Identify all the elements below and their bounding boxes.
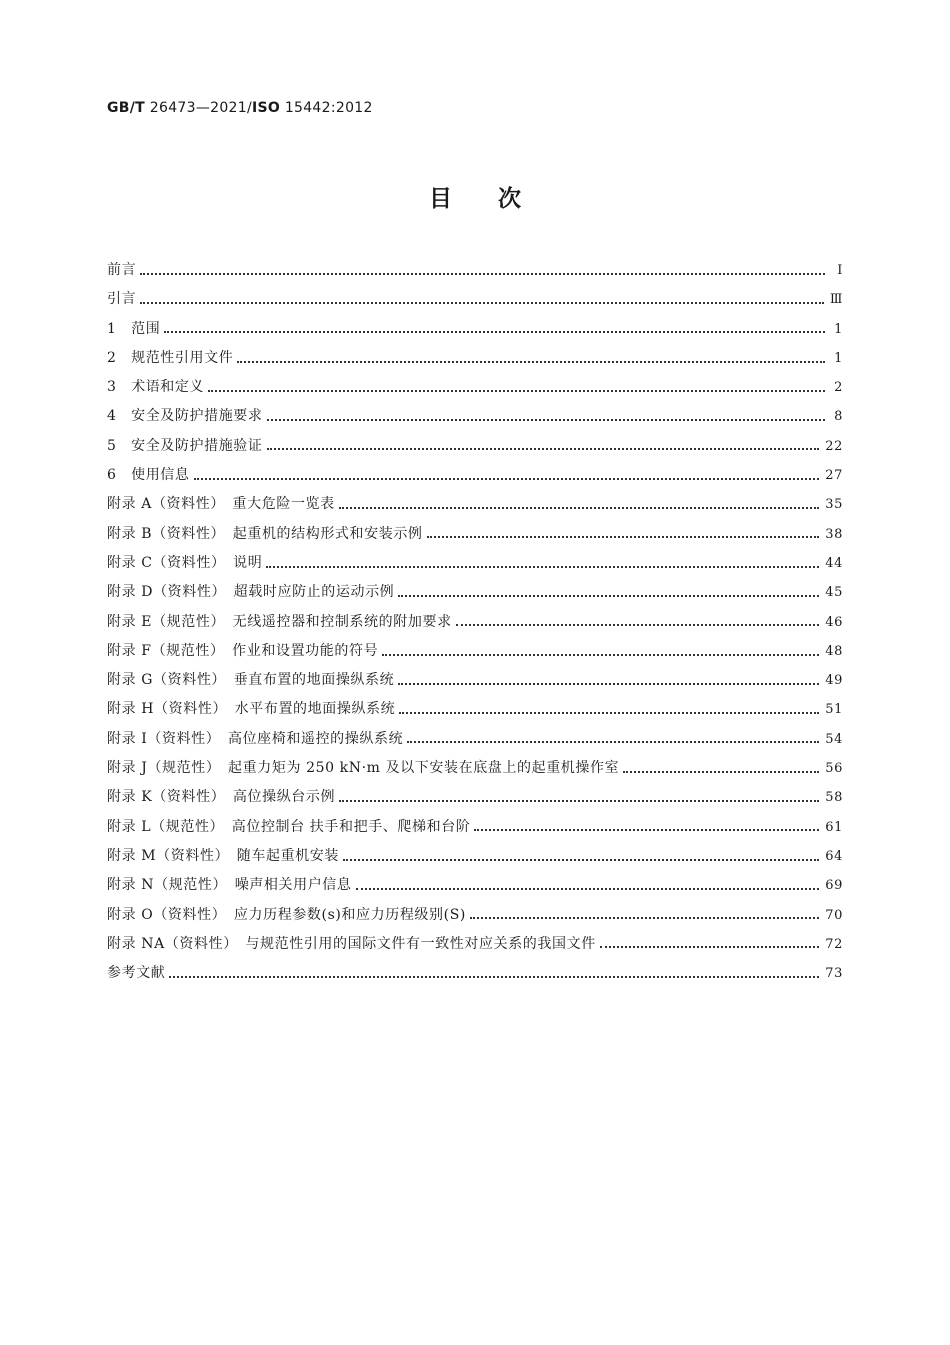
dot-leader (343, 853, 819, 867)
dot-leader (267, 413, 825, 427)
toc-entry-page: 72 (825, 936, 843, 952)
toc-entry-label: 参考文献 (107, 965, 166, 982)
dot-leader (398, 589, 819, 603)
toc-entry-annex-g[interactable] (107, 666, 843, 695)
dot-leader (194, 472, 820, 486)
toc-entry-label: 附录 C（资料性） 说明 (107, 554, 263, 571)
toc-entry-page: 46 (825, 614, 843, 630)
toc-entry-label: 前言 (107, 262, 137, 278)
toc-entry-label: 附录 L（规范性） 高位控制台 扶手和把手、爬梯和台阶 (107, 818, 471, 835)
dot-leader (600, 940, 819, 954)
dot-leader (237, 355, 825, 369)
toc-entry-label: 附录 O（资料性） 应力历程参数(s)和应力历程级别(S) (107, 906, 466, 923)
toc-entry-page: 54 (825, 731, 843, 747)
toc-entry-label: 2 规范性引用文件 (107, 349, 234, 366)
toc-entry-introduction[interactable] (107, 285, 843, 314)
toc-entry-page: 48 (825, 643, 843, 659)
toc-entry-annex-c[interactable] (107, 549, 843, 578)
toc-entry-annex-b[interactable] (107, 520, 843, 549)
dot-leader (208, 384, 825, 398)
toc-entry-label: 附录 A（资料性） 重大危险一览表 (107, 496, 335, 513)
toc-entry-bibliography[interactable] (107, 959, 843, 988)
dot-leader (140, 296, 824, 310)
dot-leader (266, 560, 819, 574)
toc-entry-annex-a[interactable] (107, 490, 843, 519)
toc-entry-page: 44 (825, 555, 843, 571)
toc-entry-label: 附录 H（资料性） 水平布置的地面操纵系统 (107, 701, 396, 718)
document-header (107, 100, 373, 116)
toc-entry-section-6[interactable] (107, 461, 843, 490)
dot-leader (399, 706, 819, 720)
toc-entry-annex-o[interactable] (107, 901, 843, 930)
toc-entry-label: 附录 G（资料性） 垂直布置的地面操纵系统 (107, 672, 395, 689)
dot-leader (623, 765, 819, 779)
dot-leader (427, 530, 820, 544)
dot-leader (456, 618, 820, 632)
toc-entry-annex-n[interactable] (107, 871, 843, 900)
toc-entry-annex-l[interactable] (107, 813, 843, 842)
dot-leader (474, 823, 819, 837)
toc-entry-page: 45 (825, 585, 843, 601)
toc-entry-label: 附录 B（资料性） 起重机的结构形式和安装示例 (107, 525, 423, 542)
toc-entry-annex-j[interactable] (107, 754, 843, 783)
toc-entry-label: 3 术语和定义 (107, 379, 205, 396)
toc-entry-page: 22 (825, 438, 843, 454)
toc-entry-page: 69 (825, 878, 843, 894)
toc-entry-label: 附录 K（资料性） 高位操纵台示例 (107, 789, 336, 806)
toc-entry-annex-f[interactable] (107, 637, 843, 666)
toc-entry-page: 1 (834, 350, 843, 366)
toc-entry-page: 2 (834, 380, 843, 396)
dot-leader (169, 970, 819, 984)
toc-entry-label: 附录 NA（资料性） 与规范性引用的国际文件有一致性对应关系的我国文件 (107, 935, 596, 952)
toc-entry-label: 4 安全及防护措施要求 (107, 408, 263, 425)
dot-leader (356, 882, 820, 896)
toc-entry-page: 61 (825, 819, 843, 835)
toc-entry-label: 引言 (107, 291, 137, 308)
dot-leader (382, 648, 819, 662)
iso-number: 15442:2012 (280, 100, 373, 116)
toc-entry-annex-h[interactable] (107, 695, 843, 724)
dot-leader (339, 794, 819, 808)
toc-entry-page: 58 (825, 790, 843, 806)
page-title: 目次 (429, 186, 567, 212)
toc-entry-annex-e[interactable] (107, 608, 843, 637)
toc-entry-page: 38 (825, 526, 843, 542)
toc-entry-section-5[interactable] (107, 432, 843, 461)
toc-entry-label: 附录 F（规范性） 作业和设置功能的符号 (107, 642, 379, 659)
dot-leader (339, 501, 819, 515)
toc-entry-preface[interactable] (107, 256, 843, 285)
toc-entry-page: Ⅲ (829, 292, 843, 308)
toc-entry-section-1[interactable] (107, 315, 843, 344)
toc-entry-label: 附录 N（规范性） 噪声相关用户信息 (107, 877, 352, 894)
toc-entry-page: 35 (825, 497, 843, 513)
toc-entry-page: 56 (825, 761, 843, 777)
toc-entry-page: 70 (825, 907, 843, 923)
toc-entry-page: 51 (825, 702, 843, 718)
toc-entry-label: 附录 E（规范性） 无线遥控器和控制系统的附加要求 (107, 613, 452, 630)
toc-entry-page: 73 (825, 966, 843, 982)
toc-entry-annex-i[interactable] (107, 725, 843, 754)
toc-entry-annex-na[interactable] (107, 930, 843, 959)
standard-code: GB/T (107, 100, 146, 116)
toc-entry-page: 27 (825, 468, 843, 484)
dot-leader (470, 911, 819, 925)
toc-entry-label: 附录 I（资料性） 高位座椅和遥控的操纵系统 (107, 730, 404, 747)
toc-entry-page: 1 (834, 321, 843, 337)
toc-entry-label: 1 范围 (107, 320, 161, 337)
toc-entry-label: 附录 J（规范性） 起重力矩为 250 kN·m 及以下安装在底盘上的起重机操作室 (107, 760, 620, 777)
toc-entry-page: Ⅰ (837, 263, 843, 278)
toc-entry-label: 附录 M（资料性） 随车起重机安装 (107, 847, 339, 864)
dot-leader (398, 677, 819, 691)
toc-entry-label: 附录 D（资料性） 超载时应防止的运动示例 (107, 584, 395, 601)
toc-entry-section-4[interactable] (107, 402, 843, 431)
iso-code: ISO (251, 100, 281, 116)
table-of-contents (107, 256, 843, 988)
toc-entry-page: 49 (825, 673, 843, 689)
dot-leader (267, 442, 820, 456)
dot-leader (407, 735, 819, 749)
toc-entry-section-2[interactable] (107, 344, 843, 373)
toc-entry-annex-m[interactable] (107, 842, 843, 871)
dot-leader (140, 267, 825, 281)
toc-entry-label: 5 安全及防护措施验证 (107, 437, 263, 454)
dot-leader (164, 325, 825, 339)
toc-entry-label: 6 使用信息 (107, 467, 190, 484)
toc-entry-annex-d[interactable] (107, 578, 843, 607)
toc-entry-page: 64 (825, 848, 843, 864)
standard-number: 26473—2021/ (145, 100, 252, 116)
toc-entry-page: 8 (834, 409, 843, 425)
toc-entry-annex-k[interactable] (107, 783, 843, 812)
toc-entry-section-3[interactable] (107, 373, 843, 402)
